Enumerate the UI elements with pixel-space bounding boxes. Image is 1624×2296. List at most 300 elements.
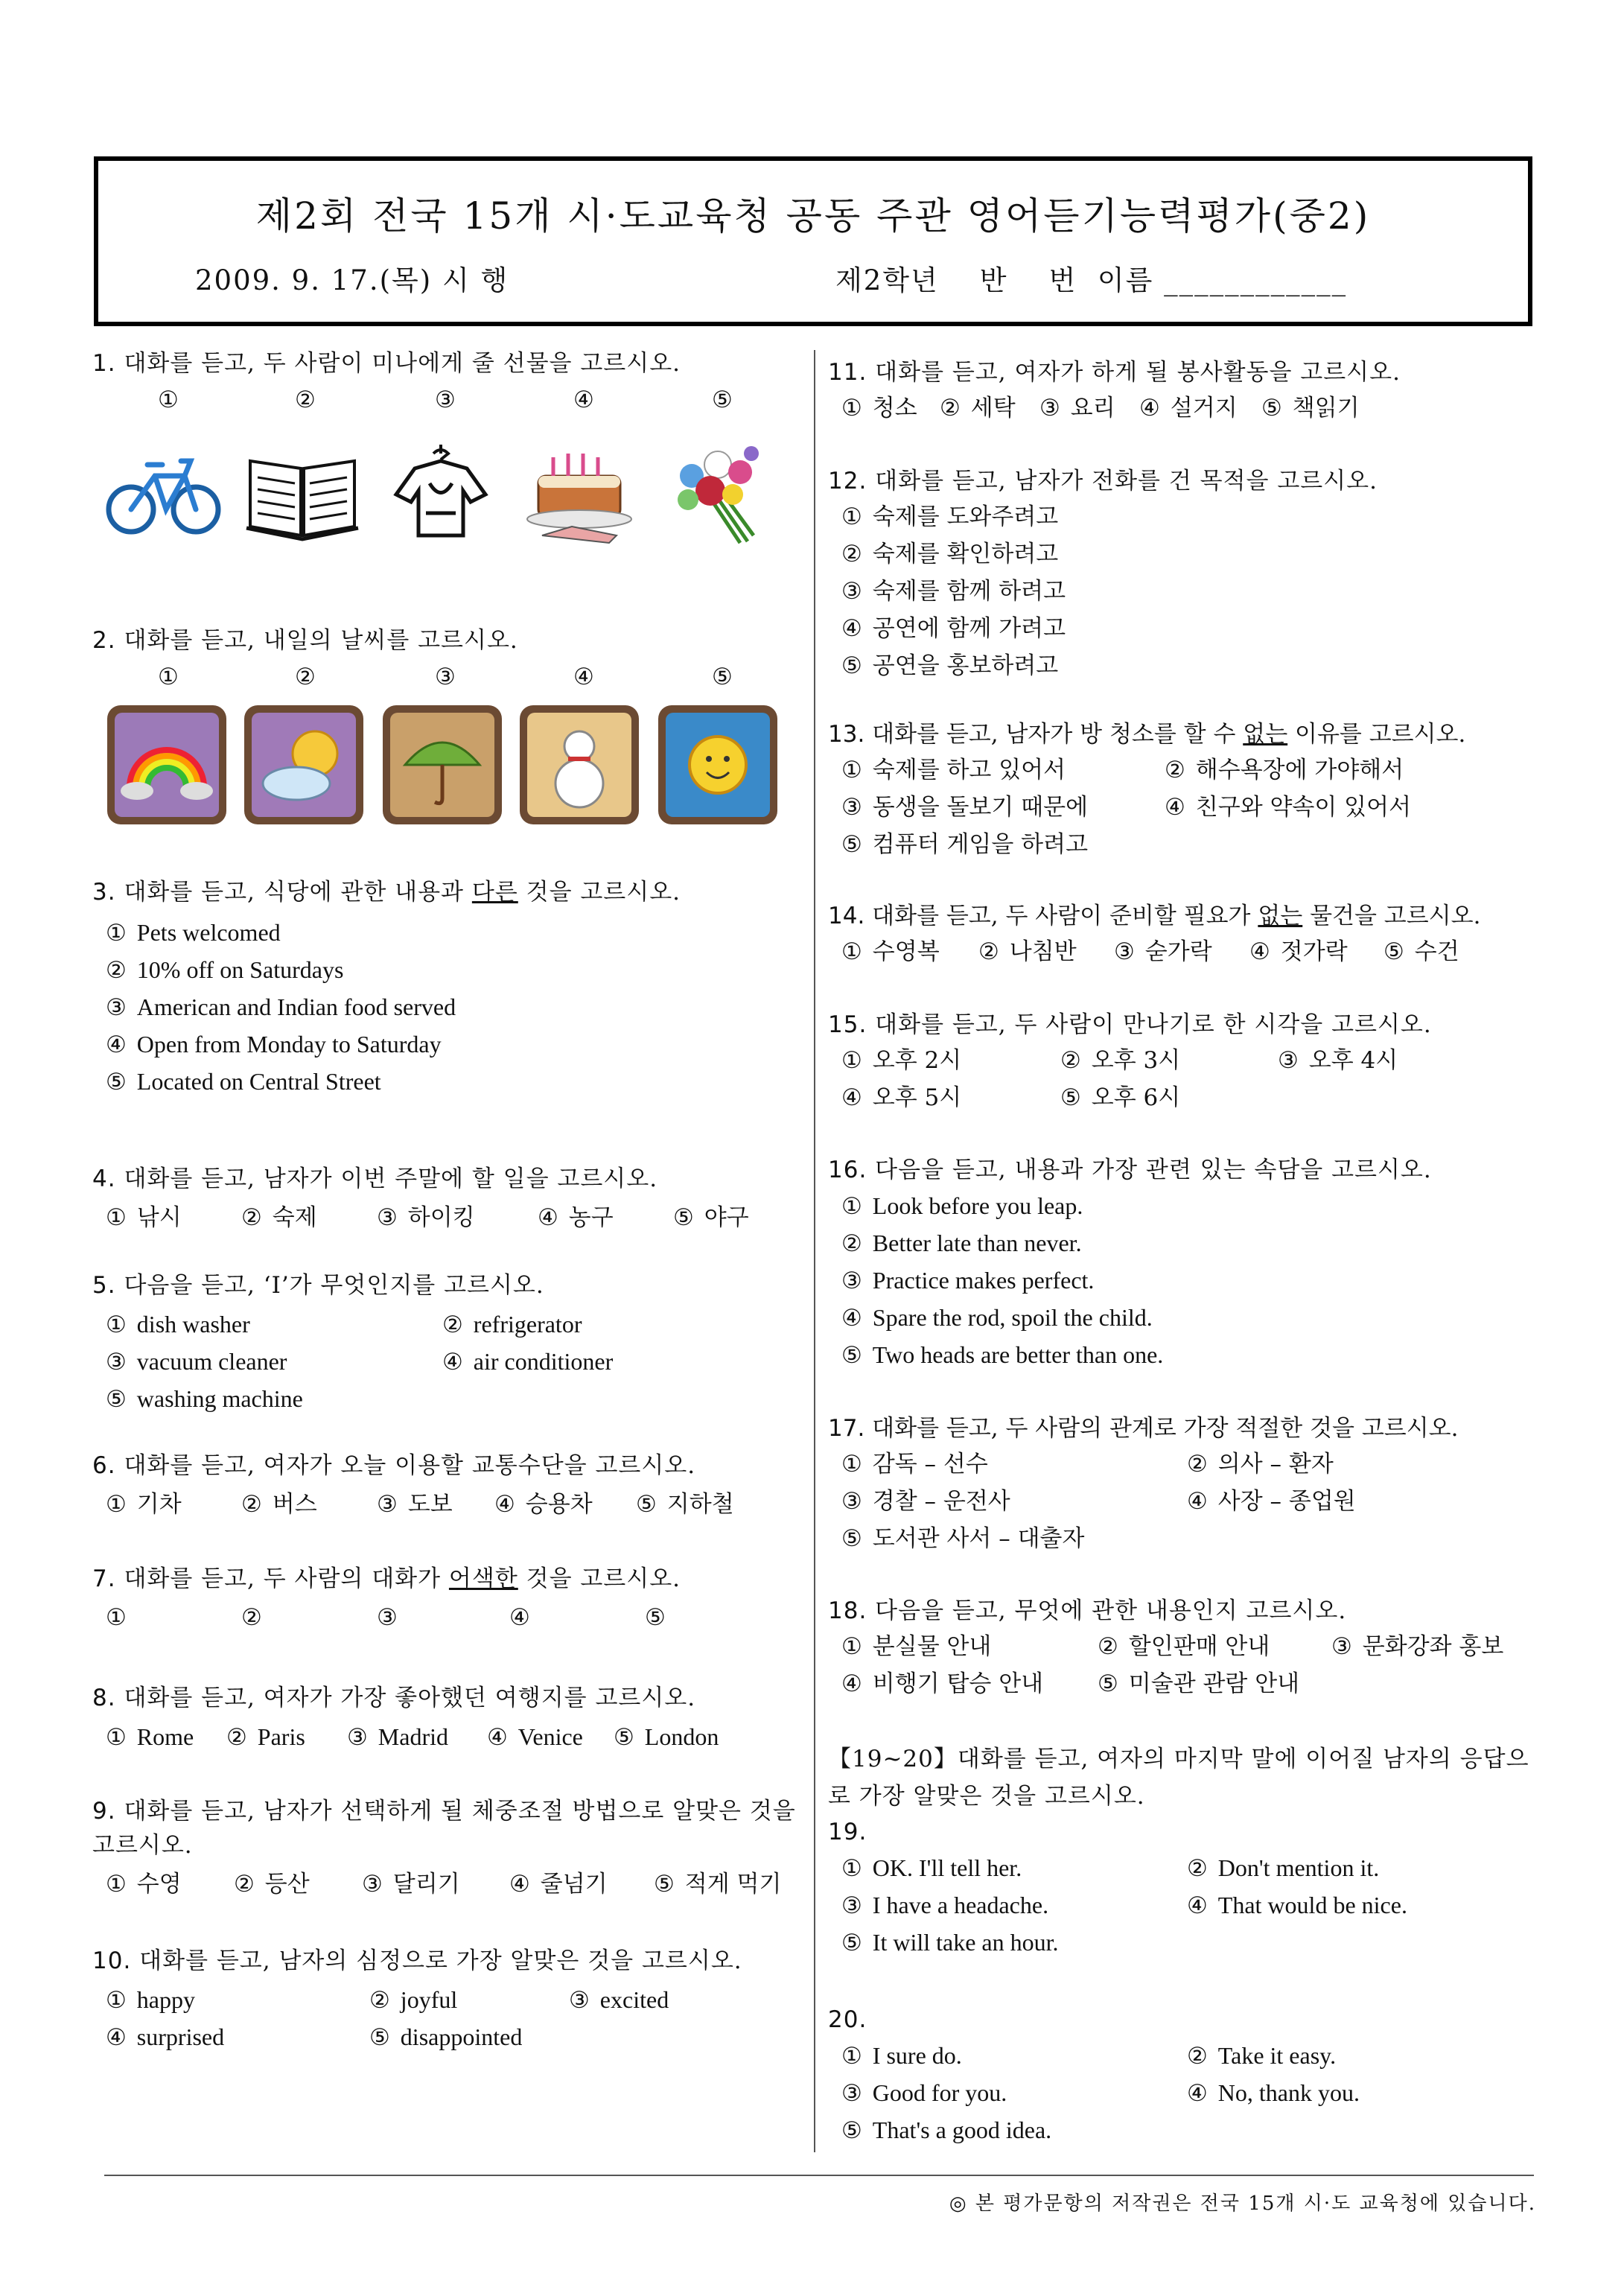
option-text: No, thank you. — [1217, 2079, 1360, 2106]
option-text: 요리 — [1070, 395, 1115, 422]
option-text: washing machine — [136, 1385, 303, 1412]
option-4[interactable] — [828, 1299, 1539, 1336]
option-marker: ③ — [841, 1892, 862, 1919]
option-2[interactable] — [241, 1199, 317, 1236]
question-number: 10. — [92, 1947, 132, 1974]
footer-divider — [104, 2175, 1534, 2176]
options-row — [92, 1718, 803, 1755]
option-4[interactable] — [92, 1025, 803, 1063]
option-text: 10% off on Saturdays — [136, 956, 344, 983]
option-3[interactable] — [841, 2074, 1007, 2112]
option-marker: ⑤ — [841, 2117, 862, 2144]
option-text: excited — [599, 1986, 669, 2013]
question-number: 5. — [92, 1272, 116, 1299]
option-2[interactable] — [1187, 1446, 1334, 1483]
question-text: 대화를 듣고, 여자의 마지막 말에 이어질 남자의 응답으로 가장 알맞은 것을 고르시오. — [828, 1746, 1529, 1810]
option-1[interactable] — [106, 1718, 194, 1756]
option-text: 적게 먹기 — [684, 1871, 782, 1898]
option-text: Spare the rod, spoil the child. — [872, 1304, 1153, 1331]
option-2[interactable] — [1060, 1042, 1180, 1079]
option-text: Two heads are better than one. — [872, 1341, 1164, 1368]
question-text: 다음을 듣고, 무엇에 관한 내용인지 고르시오. — [875, 1597, 1347, 1624]
option-marker: ① — [841, 1451, 862, 1478]
option-marker: ③ — [1039, 395, 1060, 422]
option-text: 오후 4시 — [1308, 1047, 1398, 1074]
option-marker: ④ — [1139, 395, 1160, 422]
option-text: dish washer — [136, 1311, 250, 1338]
question-11 — [828, 355, 1539, 427]
question-number: 9. — [92, 1798, 116, 1825]
option-marker: ② — [106, 957, 127, 984]
option-5[interactable] — [636, 1486, 734, 1523]
option-marker: ③ — [569, 1987, 590, 2014]
question-text: 대화를 듣고, 남자가 이번 주말에 할 일을 고르시오. — [124, 1166, 658, 1192]
option-marker: ⑤ — [712, 664, 733, 690]
option-1[interactable] — [106, 1306, 250, 1343]
question-19-20-instruction — [828, 1740, 1539, 1815]
option-3[interactable] — [841, 1886, 1048, 1924]
question-number: 12. — [828, 468, 867, 495]
option-marker: ④ — [841, 615, 862, 642]
partly-cloudy-icon[interactable] — [244, 705, 363, 824]
option-4[interactable] — [442, 1343, 613, 1381]
question-number: 13. — [828, 721, 865, 748]
option-2[interactable] — [234, 1866, 310, 1903]
option-text: That would be nice. — [1217, 1892, 1407, 1918]
option-3[interactable] — [841, 789, 1088, 826]
question-text: 대화를 듣고, 식당에 관한 내용과 — [124, 879, 472, 906]
options-row — [92, 1343, 803, 1380]
options-row — [828, 1446, 1539, 1483]
option-text: 숙제를 확인하려고 — [872, 541, 1059, 567]
option-text: 세탁 — [970, 395, 1016, 422]
option-marker: ② — [442, 1311, 463, 1338]
option-text: 도서관 사서 – 대출자 — [872, 1525, 1085, 1552]
option-2[interactable] — [828, 535, 1539, 573]
option-4[interactable] — [509, 1866, 608, 1903]
option-4[interactable] — [1187, 1886, 1407, 1924]
option-text: Look before you leap. — [872, 1192, 1083, 1219]
option-text: 미술관 관람 안내 — [1128, 1670, 1300, 1697]
option-marker: ⑤ — [1261, 395, 1282, 422]
option-marker: ① — [841, 757, 862, 783]
option-marker: ③ — [362, 1871, 383, 1898]
flowers-icon[interactable] — [658, 431, 777, 550]
exam-date: 2009. 9. 17.(목) 시 행 — [195, 264, 509, 296]
option-4[interactable] — [841, 1665, 1043, 1702]
option-marker: ⑤ — [654, 1871, 675, 1898]
option-1[interactable] — [828, 498, 1539, 535]
question-number: 14. — [828, 903, 865, 929]
option-text: 의사 – 환자 — [1217, 1451, 1334, 1478]
option-text: American and Indian food served — [136, 993, 456, 1020]
option-5[interactable] — [1098, 1665, 1299, 1702]
option-marker: ④ — [442, 1349, 463, 1376]
option-4[interactable] — [494, 1486, 593, 1523]
option-marker: ③ — [1331, 1633, 1352, 1660]
option-marker: ④ — [106, 2024, 127, 2051]
question-18 — [828, 1594, 1539, 1702]
option-1[interactable] — [841, 751, 1066, 789]
option-marker: ⑤ — [841, 831, 862, 858]
option-4[interactable] — [1187, 1483, 1356, 1520]
option-marker: ⑤ — [673, 1204, 694, 1231]
options-row — [828, 1849, 1539, 1886]
option-4[interactable]: ④ — [509, 1604, 530, 1631]
option-1[interactable] — [106, 1486, 182, 1523]
option-text: disappointed — [400, 2023, 523, 2050]
option-4[interactable] — [1249, 933, 1348, 970]
option-1[interactable] — [841, 933, 940, 970]
options-row — [828, 1628, 1539, 1665]
option-4[interactable] — [1139, 389, 1238, 427]
option-1[interactable] — [106, 1981, 195, 2019]
option-text: Venice — [518, 1723, 583, 1750]
option-text: Located on Central Street — [136, 1068, 381, 1095]
option-1[interactable] — [106, 1199, 182, 1236]
option-marker: ⑤ — [841, 652, 862, 679]
option-1[interactable] — [841, 1628, 991, 1665]
option-1[interactable] — [841, 1446, 988, 1483]
option-4[interactable] — [106, 2018, 224, 2056]
option-marker: ③ — [377, 1491, 398, 1518]
option-marker: ② — [226, 1724, 247, 1751]
option-marker: ⑤ — [1060, 1084, 1081, 1111]
option-marker: ④ — [1187, 1488, 1208, 1515]
question-8 — [92, 1681, 803, 1755]
question-9 — [92, 1794, 803, 1903]
option-2[interactable] — [226, 1718, 305, 1756]
option-text: 설거지 — [1170, 395, 1238, 422]
option-3[interactable] — [347, 1718, 448, 1756]
option-3[interactable] — [569, 1981, 669, 2019]
option-text: 오후 2시 — [872, 1047, 962, 1074]
snowman-icon[interactable] — [520, 705, 639, 824]
option-text: 지하철 — [666, 1491, 734, 1518]
option-marker: ② — [1165, 757, 1185, 783]
option-text: 감독 – 선수 — [872, 1451, 988, 1478]
question-2 — [92, 623, 803, 839]
option-marker: ④ — [487, 1724, 508, 1751]
option-marker: ① — [106, 920, 127, 947]
option-text: 야구 — [704, 1204, 749, 1231]
option-marker: ② — [940, 395, 961, 422]
question-number: 19. — [828, 1819, 867, 1845]
question-text: 물건을 고르시오. — [1302, 903, 1481, 929]
option-2[interactable] — [241, 1486, 317, 1523]
question-text: 대화를 듣고, 여자가 오늘 이용할 교통수단을 고르시오. — [124, 1452, 696, 1479]
option-marker: ③ — [841, 2080, 862, 2107]
option-2[interactable] — [1187, 1849, 1379, 1887]
option-marker: ① — [841, 1047, 862, 1074]
question-14 — [828, 899, 1539, 970]
option-marker: ④ — [509, 1871, 530, 1898]
option-text: 수영복 — [872, 938, 940, 965]
option-marker: ④ — [1165, 794, 1185, 821]
options-row — [828, 933, 1539, 970]
option-marker: ④ — [494, 1491, 515, 1518]
option-text: 수건 — [1414, 938, 1459, 965]
option-2[interactable]: ② — [241, 1604, 262, 1631]
question-text: 것을 고르시오. — [518, 1565, 681, 1592]
option-marker: ① — [841, 395, 862, 422]
options-row — [828, 1079, 1539, 1116]
option-2[interactable] — [978, 933, 1077, 970]
question-text: 대화를 듣고, 여자가 가장 좋아했던 여행지를 고르시오. — [124, 1685, 696, 1711]
question-5 — [92, 1268, 803, 1417]
options-row — [92, 1380, 803, 1417]
question-number: 1. — [92, 350, 116, 377]
option-3[interactable] — [377, 1486, 453, 1523]
option-marker: ③ — [841, 578, 862, 605]
option-text: 분실물 안내 — [872, 1633, 992, 1660]
option-marker: ⑤ — [841, 1930, 862, 1956]
option-5[interactable] — [369, 2018, 522, 2056]
option-text: 숟가락 — [1144, 938, 1212, 965]
option-markers — [92, 387, 803, 424]
option-1[interactable] — [841, 389, 917, 427]
option-text: OK. I'll tell her. — [872, 1854, 1022, 1881]
option-3[interactable] — [377, 1199, 475, 1236]
option-4[interactable] — [841, 1079, 961, 1116]
option-5[interactable] — [1383, 933, 1459, 970]
option-marker: ② — [1098, 1633, 1118, 1660]
exam-title: 제2회 전국 15개 시·도교육청 공동 주관 영어듣기능력평가(중2) — [255, 194, 1371, 238]
student-info-line: 제2학년 반 번 이름 ____________ — [835, 264, 1348, 296]
question-text: 대화를 듣고, 남자가 전화를 건 목적을 고르시오. — [875, 468, 1378, 495]
option-5[interactable] — [106, 1380, 303, 1418]
option-marker: ① — [106, 1491, 127, 1518]
option-marker: ④ — [573, 664, 594, 690]
option-text: 등산 — [264, 1871, 310, 1898]
option-2[interactable] — [1165, 751, 1404, 789]
option-5[interactable] — [841, 1924, 1059, 1962]
option-marker: ① — [158, 664, 179, 690]
option-3[interactable] — [1039, 389, 1115, 427]
options-row — [92, 1599, 803, 1636]
option-text: 수영 — [136, 1871, 182, 1898]
option-5[interactable]: ⑤ — [645, 1604, 666, 1631]
option-2[interactable] — [828, 1224, 1539, 1262]
option-text: 공연을 홍보하려고 — [872, 652, 1059, 679]
option-5[interactable] — [841, 826, 1088, 863]
option-marker: ① — [841, 2043, 862, 2070]
option-2[interactable] — [369, 1981, 457, 2019]
option-text: 낚시 — [136, 1204, 182, 1231]
option-marker: ③ — [377, 1204, 398, 1231]
question-15 — [828, 1008, 1539, 1116]
option-text: 농구 — [568, 1204, 614, 1231]
shirt-icon[interactable] — [381, 431, 500, 550]
option-marker: ⑤ — [636, 1491, 657, 1518]
exam-header — [94, 156, 1532, 326]
option-3[interactable] — [92, 988, 803, 1025]
question-text: 다음을 듣고, ‘I’가 무엇인지를 고르시오. — [124, 1272, 544, 1299]
option-marker: ⑤ — [614, 1724, 634, 1751]
option-5[interactable] — [673, 1199, 749, 1236]
option-3[interactable] — [362, 1866, 460, 1903]
option-text: 책읽기 — [1292, 395, 1360, 422]
option-markers — [92, 664, 803, 701]
question-text: 대화를 듣고, 두 사람이 미나에게 줄 선물을 고르시오. — [124, 350, 681, 377]
option-marker: ① — [841, 1633, 862, 1660]
option-text: refrigerator — [473, 1311, 582, 1338]
option-text: Take it easy. — [1217, 2042, 1337, 2069]
option-3[interactable] — [1114, 933, 1212, 970]
option-text: It will take an hour. — [872, 1929, 1059, 1956]
option-2[interactable] — [1187, 2037, 1336, 2075]
option-3[interactable] — [841, 1483, 1010, 1520]
option-marker: ⑤ — [369, 2024, 390, 2051]
option-text: 하이킹 — [407, 1204, 475, 1231]
question-6 — [92, 1448, 803, 1523]
options-row — [828, 826, 1539, 863]
option-1[interactable] — [841, 2037, 962, 2075]
option-marker: ① — [158, 387, 179, 413]
options-row — [828, 389, 1539, 427]
option-marker: ③ — [1114, 938, 1135, 965]
option-text: 나침반 — [1009, 938, 1077, 965]
option-marker: ① — [106, 1871, 127, 1898]
option-1[interactable] — [828, 1187, 1539, 1224]
options-row — [92, 1306, 803, 1343]
option-4[interactable] — [538, 1199, 614, 1236]
question-number: 3. — [92, 879, 116, 906]
option-text: 사장 – 종업원 — [1217, 1488, 1356, 1515]
option-4[interactable] — [828, 610, 1539, 647]
option-marker: ① — [106, 1724, 127, 1751]
option-marker: ③ — [841, 1268, 862, 1294]
question-16 — [828, 1153, 1539, 1373]
option-marker: ① — [841, 1193, 862, 1220]
option-marker: ② — [1187, 2043, 1208, 2070]
question-text: 대화를 듣고, 두 사람이 준비할 필요가 — [872, 903, 1258, 929]
option-4[interactable] — [487, 1718, 583, 1756]
option-marker: ② — [978, 938, 999, 965]
option-text: That's a good idea. — [872, 2117, 1052, 2143]
copyright-notice: ◎ 본 평가문항의 저작권은 전국 15개 시·도 교육청에 있습니다. — [949, 2192, 1536, 2215]
option-text: 숙제를 함께 하려고 — [872, 578, 1066, 605]
umbrella-rain-icon[interactable] — [383, 705, 502, 824]
option-text: 기차 — [136, 1491, 182, 1518]
option-text: 친구와 약속이 있어서 — [1195, 794, 1412, 821]
option-marker: ① — [106, 1204, 127, 1231]
option-text: 경찰 – 운전사 — [872, 1488, 1010, 1515]
options-row — [92, 2018, 803, 2055]
option-marker: ② — [295, 387, 316, 413]
book-icon[interactable] — [243, 431, 362, 550]
rainbow-icon[interactable] — [107, 705, 226, 824]
options-row — [92, 1486, 803, 1523]
question-text: 대화를 듣고, 여자가 하게 될 봉사활동을 고르시오. — [875, 359, 1401, 386]
question-number: 20. — [828, 2006, 867, 2033]
option-text: 오후 6시 — [1091, 1084, 1181, 1111]
option-marker: ④ — [106, 1031, 127, 1058]
option-marker: ② — [1187, 1855, 1208, 1882]
option-marker: ① — [841, 503, 862, 530]
option-1[interactable] — [841, 1849, 1022, 1887]
option-text: 공연에 함께 가려고 — [872, 615, 1066, 642]
option-3[interactable] — [1331, 1628, 1503, 1665]
question-number: 7. — [92, 1565, 116, 1592]
question-number: 11. — [828, 359, 867, 386]
option-text: air conditioner — [473, 1348, 614, 1375]
option-text: 비행기 탑승 안내 — [872, 1670, 1044, 1697]
option-2[interactable] — [92, 951, 803, 988]
option-2[interactable] — [1098, 1628, 1270, 1665]
sun-icon[interactable] — [658, 705, 777, 824]
option-1[interactable] — [106, 1866, 182, 1903]
option-1[interactable] — [841, 1042, 961, 1079]
option-text: 청소 — [872, 395, 917, 422]
option-marker: ④ — [538, 1204, 558, 1231]
option-5[interactable] — [92, 1063, 803, 1100]
option-text: I sure do. — [872, 2042, 962, 2069]
option-5[interactable] — [828, 647, 1539, 684]
option-text: I have a headache. — [872, 1892, 1049, 1918]
option-4[interactable] — [1165, 789, 1411, 826]
option-3[interactable] — [828, 573, 1539, 610]
option-5[interactable] — [1261, 389, 1360, 427]
question-text: 이유를 고르시오. — [1287, 721, 1466, 748]
option-marker: ② — [369, 1987, 390, 2014]
option-1[interactable] — [92, 914, 803, 951]
option-3[interactable] — [828, 1262, 1539, 1299]
question-10 — [92, 1944, 803, 2055]
option-marker: ④ — [1249, 938, 1270, 965]
question-text: 대화를 듣고, 남자의 심정으로 가장 알맞은 것을 고르시오. — [139, 1947, 742, 1974]
option-3[interactable] — [106, 1343, 287, 1381]
options-row — [92, 1866, 803, 1903]
option-marker: ② — [841, 1230, 862, 1257]
option-text: 달리기 — [392, 1871, 460, 1898]
option-marker: ④ — [841, 1670, 862, 1697]
option-5[interactable] — [828, 1336, 1539, 1373]
option-marker: ① — [841, 938, 862, 965]
option-1[interactable]: ① — [106, 1604, 127, 1631]
option-2[interactable] — [940, 389, 1016, 427]
option-text: Good for you. — [872, 2079, 1007, 2106]
option-5[interactable] — [841, 2111, 1051, 2149]
question-group-label: 【19~20】 — [828, 1746, 958, 1772]
option-2[interactable] — [442, 1306, 582, 1343]
column-divider — [814, 350, 815, 2152]
option-5[interactable] — [654, 1866, 781, 1903]
option-marker: ③ — [435, 664, 456, 690]
option-marker: ③ — [841, 1488, 862, 1515]
options-row — [828, 751, 1539, 789]
bicycle-icon[interactable] — [103, 431, 222, 550]
option-5[interactable] — [614, 1718, 719, 1756]
option-marker: ③ — [435, 387, 456, 413]
option-marker: ③ — [841, 794, 862, 821]
question-text: 대화를 듣고, 두 사람의 대화가 — [124, 1565, 449, 1592]
option-marker: ② — [841, 541, 862, 567]
option-4[interactable] — [1187, 2074, 1360, 2112]
option-3[interactable] — [1278, 1042, 1398, 1079]
option-text: London — [644, 1723, 719, 1750]
option-5[interactable] — [841, 1520, 1084, 1557]
cake-icon[interactable] — [520, 431, 639, 550]
option-3[interactable]: ③ — [377, 1604, 398, 1631]
question-emphasis: 다른 — [471, 879, 518, 906]
option-marker: ④ — [573, 387, 594, 413]
option-marker: ④ — [841, 1305, 862, 1332]
option-text: Better late than never. — [872, 1230, 1082, 1256]
option-5[interactable] — [1060, 1079, 1180, 1116]
options-row — [828, 1483, 1539, 1520]
option-text: joyful — [400, 1986, 458, 2013]
